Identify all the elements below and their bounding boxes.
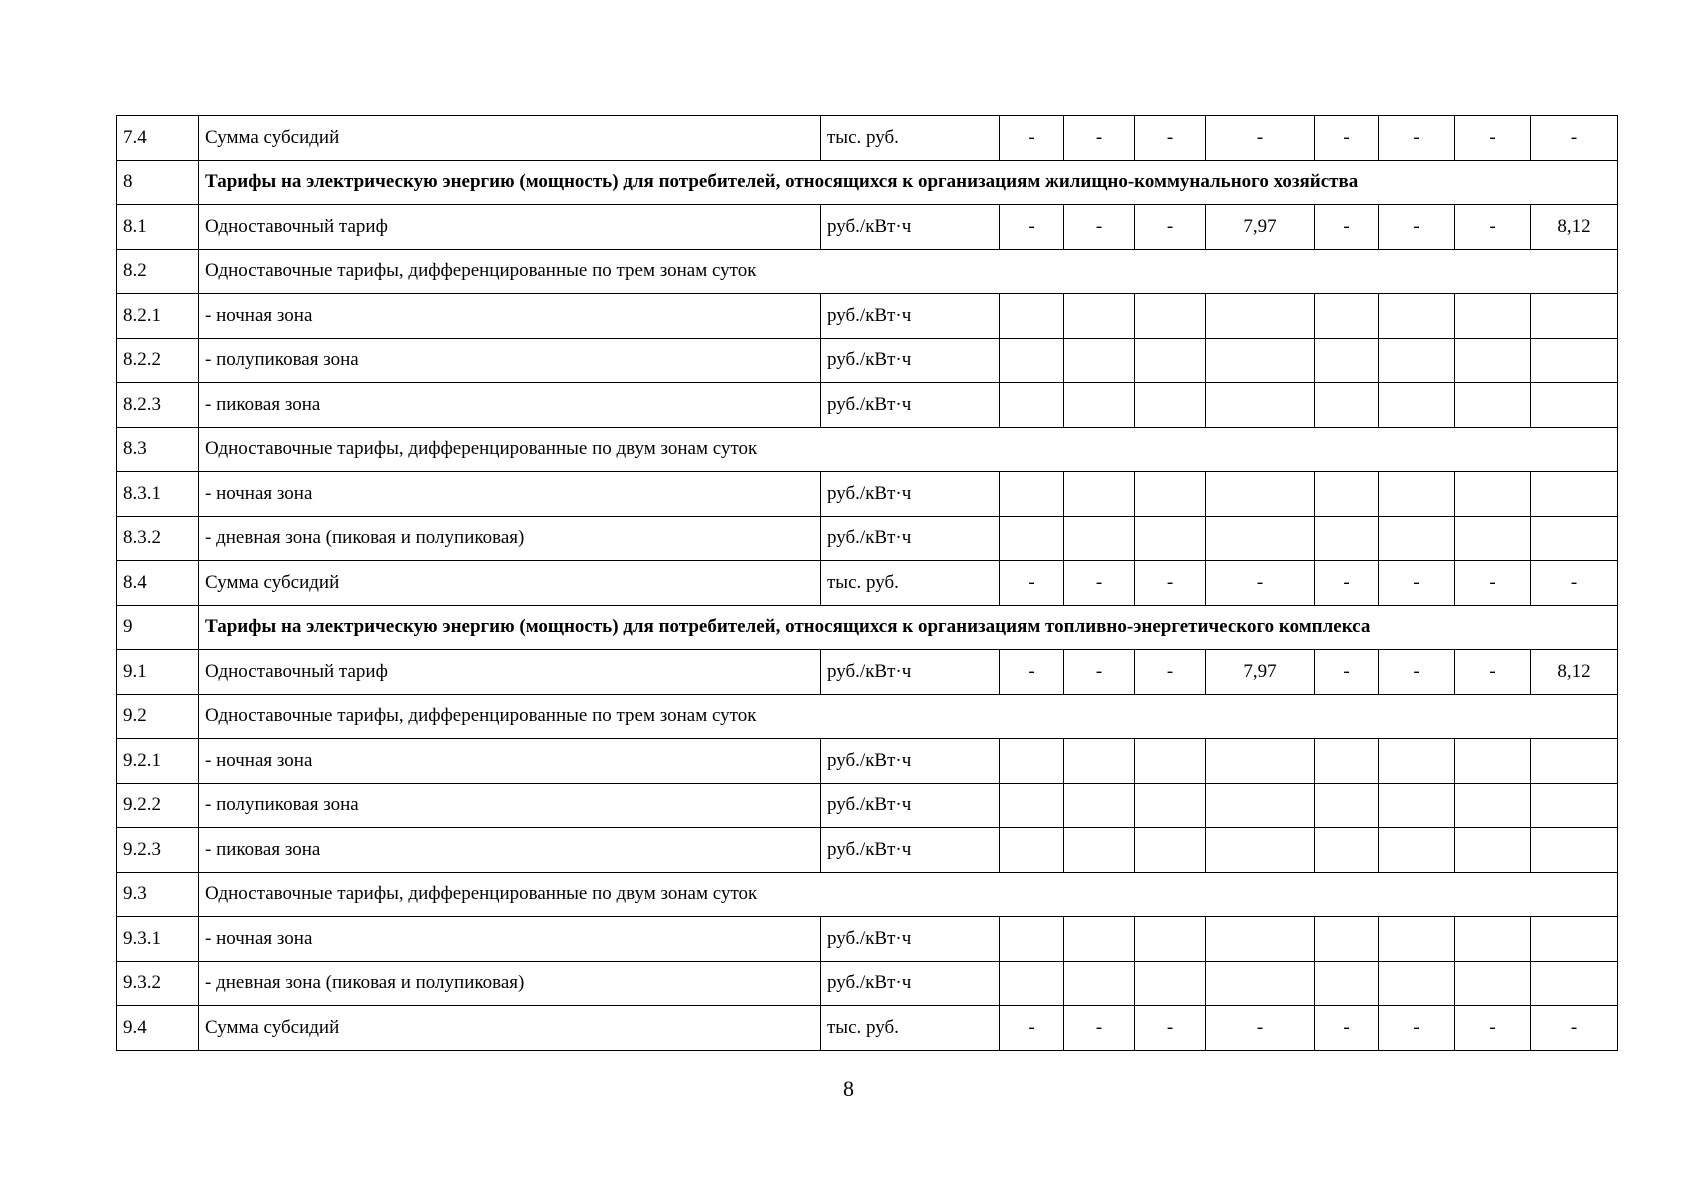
value-cell bbox=[1315, 783, 1379, 828]
value-cell: - bbox=[1455, 561, 1531, 606]
value-cell bbox=[1064, 294, 1135, 339]
value-cell bbox=[1379, 783, 1455, 828]
value-cell bbox=[1531, 961, 1618, 1006]
row-unit: руб./кВт·ч bbox=[821, 205, 1000, 250]
row-number: 8.2.2 bbox=[117, 338, 199, 383]
value-cell bbox=[1135, 739, 1206, 784]
row-number: 9.3.1 bbox=[117, 917, 199, 962]
value-cell: - bbox=[1000, 561, 1064, 606]
row-number: 9.2.3 bbox=[117, 828, 199, 873]
value-cell bbox=[1064, 472, 1135, 517]
value-cell bbox=[1315, 739, 1379, 784]
value-cell: - bbox=[1315, 205, 1379, 250]
value-cell: - bbox=[1000, 116, 1064, 161]
value-cell bbox=[1135, 828, 1206, 873]
row-unit: руб./кВт·ч bbox=[821, 739, 1000, 784]
value-cell bbox=[1000, 472, 1064, 517]
value-cell bbox=[1064, 516, 1135, 561]
row-name: - пиковая зона bbox=[199, 383, 821, 428]
value-cell: - bbox=[1064, 1006, 1135, 1051]
value-cell bbox=[1531, 917, 1618, 962]
value-cell bbox=[1000, 961, 1064, 1006]
subheader-title: Одноставочные тарифы, дифференцированные по двум зонам суток bbox=[199, 872, 1618, 917]
value-cell bbox=[1206, 294, 1315, 339]
value-cell bbox=[1379, 383, 1455, 428]
value-cell: - bbox=[1135, 116, 1206, 161]
value-cell bbox=[1206, 828, 1315, 873]
row-unit: руб./кВт·ч bbox=[821, 961, 1000, 1006]
row-unit: руб./кВт·ч bbox=[821, 294, 1000, 339]
value-cell bbox=[1135, 516, 1206, 561]
value-cell: - bbox=[1455, 205, 1531, 250]
value-cell bbox=[1000, 739, 1064, 784]
row-name: - ночная зона bbox=[199, 472, 821, 517]
value-cell: - bbox=[1135, 561, 1206, 606]
row-unit: руб./кВт·ч bbox=[821, 650, 1000, 695]
value-cell bbox=[1531, 828, 1618, 873]
subheader-row bbox=[117, 694, 1618, 739]
row-number: 9.3 bbox=[117, 872, 199, 917]
value-cell bbox=[1135, 961, 1206, 1006]
subheader-title: Одноставочные тарифы, дифференцированные по трем зонам суток bbox=[199, 694, 1618, 739]
value-cell bbox=[1531, 383, 1618, 428]
value-cell: - bbox=[1315, 116, 1379, 161]
value-cell: 7,97 bbox=[1206, 205, 1315, 250]
row-number: 8.2.1 bbox=[117, 294, 199, 339]
row-number: 8.2 bbox=[117, 249, 199, 294]
subheader-row bbox=[117, 249, 1618, 294]
value-cell: - bbox=[1206, 1006, 1315, 1051]
value-cell bbox=[1206, 961, 1315, 1006]
value-cell: 7,97 bbox=[1206, 650, 1315, 695]
row-number: 8.2.3 bbox=[117, 383, 199, 428]
row-number: 7.4 bbox=[117, 116, 199, 161]
value-cell: - bbox=[1000, 205, 1064, 250]
value-cell: - bbox=[1379, 205, 1455, 250]
table-row bbox=[117, 116, 1618, 161]
value-cell bbox=[1135, 338, 1206, 383]
section-title: Тарифы на электрическую энергию (мощность) для потребителей, относящихся к организациям топливно-энергетического комплекса bbox=[199, 605, 1618, 650]
value-cell bbox=[1531, 294, 1618, 339]
value-cell: - bbox=[1206, 561, 1315, 606]
table-row bbox=[117, 561, 1618, 606]
value-cell bbox=[1455, 739, 1531, 784]
row-unit: руб./кВт·ч bbox=[821, 516, 1000, 561]
value-cell bbox=[1455, 917, 1531, 962]
row-number: 8.4 bbox=[117, 561, 199, 606]
value-cell bbox=[1379, 516, 1455, 561]
value-cell bbox=[1379, 828, 1455, 873]
row-unit: тыс. руб. bbox=[821, 116, 1000, 161]
value-cell bbox=[1315, 917, 1379, 962]
value-cell bbox=[1064, 739, 1135, 784]
subheader-title: Одноставочные тарифы, дифференцированные по трем зонам суток bbox=[199, 249, 1618, 294]
row-number: 9.2.2 bbox=[117, 783, 199, 828]
value-cell: 8,12 bbox=[1531, 650, 1618, 695]
value-cell bbox=[1455, 294, 1531, 339]
value-cell bbox=[1206, 383, 1315, 428]
row-number: 9.2.1 bbox=[117, 739, 199, 784]
value-cell: - bbox=[1315, 561, 1379, 606]
value-cell bbox=[1064, 917, 1135, 962]
value-cell bbox=[1135, 294, 1206, 339]
value-cell: - bbox=[1379, 1006, 1455, 1051]
value-cell bbox=[1455, 472, 1531, 517]
value-cell: - bbox=[1064, 561, 1135, 606]
value-cell: - bbox=[1379, 650, 1455, 695]
subheader-row bbox=[117, 872, 1618, 917]
tariff-table bbox=[116, 115, 1618, 1051]
table-row bbox=[117, 828, 1618, 873]
value-cell: - bbox=[1379, 561, 1455, 606]
value-cell bbox=[1206, 917, 1315, 962]
value-cell bbox=[1315, 294, 1379, 339]
value-cell bbox=[1206, 739, 1315, 784]
row-number: 9.4 bbox=[117, 1006, 199, 1051]
value-cell: - bbox=[1064, 205, 1135, 250]
value-cell bbox=[1455, 783, 1531, 828]
row-number: 8.3.1 bbox=[117, 472, 199, 517]
table-row bbox=[117, 383, 1618, 428]
value-cell bbox=[1135, 783, 1206, 828]
subheader-row bbox=[117, 427, 1618, 472]
value-cell: - bbox=[1135, 205, 1206, 250]
value-cell bbox=[1455, 961, 1531, 1006]
value-cell bbox=[1064, 783, 1135, 828]
value-cell: - bbox=[1531, 561, 1618, 606]
value-cell bbox=[1315, 472, 1379, 517]
value-cell bbox=[1315, 828, 1379, 873]
table-body bbox=[117, 116, 1618, 1051]
page-number: 8 bbox=[843, 1076, 854, 1101]
subheader-title: Одноставочные тарифы, дифференцированные по двум зонам суток bbox=[199, 427, 1618, 472]
table-row bbox=[117, 472, 1618, 517]
section-header-row bbox=[117, 160, 1618, 205]
value-cell bbox=[1455, 338, 1531, 383]
value-cell: - bbox=[1531, 1006, 1618, 1051]
value-cell bbox=[1531, 783, 1618, 828]
value-cell: - bbox=[1455, 650, 1531, 695]
section-title: Тарифы на электрическую энергию (мощность) для потребителей, относящихся к организациям жилищно-коммунального хозяйства bbox=[199, 160, 1618, 205]
table-row bbox=[117, 650, 1618, 695]
row-number: 8.3.2 bbox=[117, 516, 199, 561]
value-cell: - bbox=[1315, 650, 1379, 695]
row-name: Сумма субсидий bbox=[199, 1006, 821, 1051]
row-name: - ночная зона bbox=[199, 294, 821, 339]
value-cell bbox=[1315, 961, 1379, 1006]
row-unit: руб./кВт·ч bbox=[821, 917, 1000, 962]
value-cell bbox=[1379, 961, 1455, 1006]
row-name: - полупиковая зона bbox=[199, 338, 821, 383]
row-name: - дневная зона (пиковая и полупиковая) bbox=[199, 961, 821, 1006]
value-cell bbox=[1000, 516, 1064, 561]
row-name: Сумма субсидий bbox=[199, 561, 821, 606]
table-row bbox=[117, 739, 1618, 784]
value-cell: - bbox=[1135, 650, 1206, 695]
value-cell bbox=[1531, 516, 1618, 561]
value-cell bbox=[1135, 472, 1206, 517]
value-cell bbox=[1379, 338, 1455, 383]
table-row bbox=[117, 1006, 1618, 1051]
row-number: 8.1 bbox=[117, 205, 199, 250]
row-unit: руб./кВт·ч bbox=[821, 338, 1000, 383]
value-cell bbox=[1064, 828, 1135, 873]
value-cell: - bbox=[1135, 1006, 1206, 1051]
value-cell: - bbox=[1379, 116, 1455, 161]
row-name: - дневная зона (пиковая и полупиковая) bbox=[199, 516, 821, 561]
value-cell: - bbox=[1455, 116, 1531, 161]
row-unit: тыс. руб. bbox=[821, 1006, 1000, 1051]
value-cell bbox=[1000, 338, 1064, 383]
row-number: 9.3.2 bbox=[117, 961, 199, 1006]
value-cell bbox=[1000, 783, 1064, 828]
value-cell bbox=[1531, 338, 1618, 383]
table-row bbox=[117, 917, 1618, 962]
value-cell bbox=[1455, 516, 1531, 561]
value-cell bbox=[1135, 917, 1206, 962]
value-cell bbox=[1064, 338, 1135, 383]
row-unit: руб./кВт·ч bbox=[821, 472, 1000, 517]
value-cell bbox=[1000, 828, 1064, 873]
row-name: - ночная зона bbox=[199, 917, 821, 962]
value-cell bbox=[1206, 338, 1315, 383]
value-cell bbox=[1000, 917, 1064, 962]
row-number: 9.2 bbox=[117, 694, 199, 739]
section-header-row bbox=[117, 605, 1618, 650]
table-row bbox=[117, 338, 1618, 383]
table-row bbox=[117, 205, 1618, 250]
value-cell bbox=[1379, 917, 1455, 962]
value-cell bbox=[1315, 383, 1379, 428]
value-cell bbox=[1379, 472, 1455, 517]
value-cell bbox=[1064, 383, 1135, 428]
row-name: Сумма субсидий bbox=[199, 116, 821, 161]
value-cell bbox=[1206, 783, 1315, 828]
table-row bbox=[117, 294, 1618, 339]
table-row bbox=[117, 516, 1618, 561]
row-number: 8 bbox=[117, 160, 199, 205]
value-cell bbox=[1379, 739, 1455, 784]
value-cell bbox=[1206, 516, 1315, 561]
row-unit: руб./кВт·ч bbox=[821, 383, 1000, 428]
value-cell: - bbox=[1064, 650, 1135, 695]
value-cell bbox=[1379, 294, 1455, 339]
value-cell: - bbox=[1064, 116, 1135, 161]
value-cell bbox=[1206, 472, 1315, 517]
row-unit: тыс. руб. bbox=[821, 561, 1000, 606]
value-cell bbox=[1531, 739, 1618, 784]
value-cell bbox=[1000, 383, 1064, 428]
value-cell bbox=[1315, 338, 1379, 383]
value-cell bbox=[1315, 516, 1379, 561]
row-number: 9 bbox=[117, 605, 199, 650]
row-number: 8.3 bbox=[117, 427, 199, 472]
row-name: Одноставочный тариф bbox=[199, 650, 821, 695]
value-cell: 8,12 bbox=[1531, 205, 1618, 250]
value-cell: - bbox=[1531, 116, 1618, 161]
value-cell bbox=[1000, 294, 1064, 339]
value-cell bbox=[1135, 383, 1206, 428]
row-unit: руб./кВт·ч bbox=[821, 828, 1000, 873]
row-unit: руб./кВт·ч bbox=[821, 783, 1000, 828]
row-number: 9.1 bbox=[117, 650, 199, 695]
value-cell bbox=[1064, 961, 1135, 1006]
row-name: Одноставочный тариф bbox=[199, 205, 821, 250]
value-cell bbox=[1455, 383, 1531, 428]
value-cell: - bbox=[1455, 1006, 1531, 1051]
value-cell: - bbox=[1206, 116, 1315, 161]
row-name: - полупиковая зона bbox=[199, 783, 821, 828]
table-row bbox=[117, 783, 1618, 828]
value-cell bbox=[1455, 828, 1531, 873]
table-row bbox=[117, 961, 1618, 1006]
value-cell: - bbox=[1000, 1006, 1064, 1051]
value-cell: - bbox=[1000, 650, 1064, 695]
row-name: - пиковая зона bbox=[199, 828, 821, 873]
value-cell: - bbox=[1315, 1006, 1379, 1051]
value-cell bbox=[1531, 472, 1618, 517]
row-name: - ночная зона bbox=[199, 739, 821, 784]
